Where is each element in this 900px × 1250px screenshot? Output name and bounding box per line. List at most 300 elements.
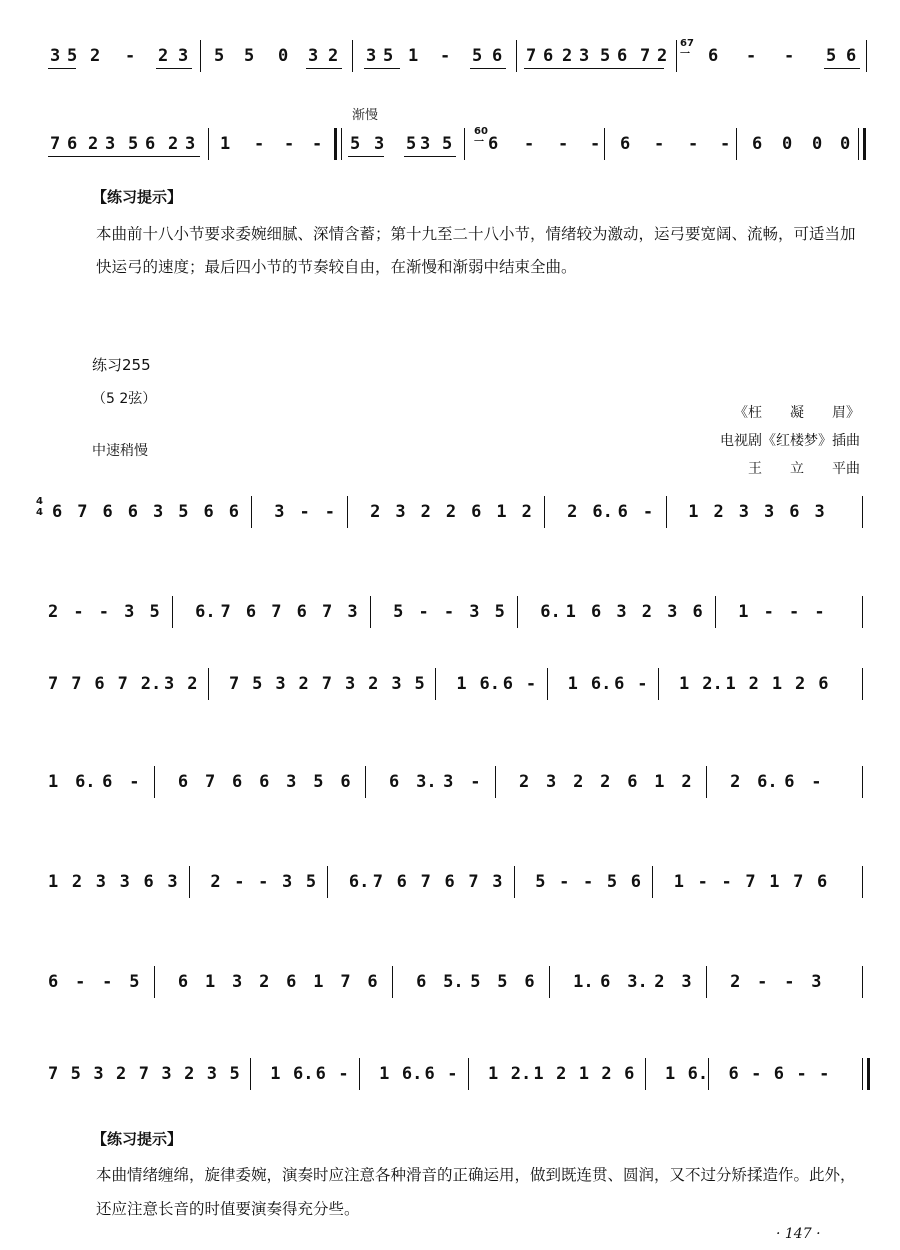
note: 6 xyxy=(286,972,297,992)
note: 1 xyxy=(533,1064,544,1084)
beam xyxy=(348,156,384,157)
note: 1 xyxy=(270,1064,281,1084)
note: 7 xyxy=(138,1064,149,1084)
note: 1 xyxy=(313,972,324,992)
note: 2 xyxy=(600,772,611,792)
note: 2 xyxy=(573,772,584,792)
note: 3 xyxy=(232,972,243,992)
fingering-mark: 60 一 xyxy=(474,126,488,148)
note: 1 xyxy=(565,602,576,622)
note: 3 xyxy=(275,674,286,694)
note: 6 xyxy=(177,972,189,992)
note: 6 xyxy=(818,674,829,694)
note: 3 xyxy=(443,772,454,792)
note: 6 xyxy=(259,772,270,792)
note: 3 xyxy=(153,502,164,522)
note: - xyxy=(73,602,84,622)
note: 6 xyxy=(340,772,351,792)
note: 6 xyxy=(617,502,628,522)
tips-heading-2: 【练习提示】 xyxy=(92,1130,183,1148)
score-row-1 xyxy=(36,478,870,538)
note: 2 xyxy=(556,1064,567,1084)
note: 6. xyxy=(757,772,778,792)
note: 2 xyxy=(681,772,692,792)
note: 6. xyxy=(75,772,96,792)
note: 7 xyxy=(793,872,804,892)
barline xyxy=(514,866,515,898)
barline xyxy=(200,40,201,72)
note: 1 xyxy=(771,674,783,694)
note: - xyxy=(811,772,822,792)
note: - xyxy=(558,134,569,154)
note: - xyxy=(284,134,295,154)
note: 3 xyxy=(161,1064,172,1084)
note: 2 xyxy=(184,1064,195,1084)
note: 7 xyxy=(745,872,756,892)
note: 2 xyxy=(370,502,381,522)
note: 6 xyxy=(67,134,78,154)
note: 2 xyxy=(730,972,741,992)
note: 1 xyxy=(654,772,665,792)
barline xyxy=(352,40,353,72)
barline xyxy=(547,668,548,700)
barline xyxy=(544,496,545,528)
note: - xyxy=(75,972,86,992)
barline xyxy=(862,866,863,898)
note: - xyxy=(720,134,731,154)
note: 6 xyxy=(627,772,638,792)
note: 2. xyxy=(140,674,162,694)
note: 3 xyxy=(178,46,189,66)
note: - xyxy=(524,134,535,154)
page-number: · 147 · xyxy=(776,1226,821,1242)
note: 6. xyxy=(590,674,612,694)
note: 3 xyxy=(667,602,678,622)
note: 6 xyxy=(203,502,214,522)
note: 1 xyxy=(578,1064,589,1084)
note: 6 xyxy=(102,772,113,792)
note: 3 xyxy=(124,602,135,622)
barline xyxy=(862,496,863,528)
note: 3 xyxy=(395,502,406,522)
beam xyxy=(404,156,456,157)
exercise-title: 练习255 xyxy=(92,356,151,374)
barline xyxy=(365,766,366,798)
beam xyxy=(524,68,664,69)
score-row-2 xyxy=(40,578,870,638)
note: 6. xyxy=(292,1064,314,1084)
note: - xyxy=(796,1064,807,1084)
note: 5 xyxy=(393,602,404,622)
barline xyxy=(862,668,863,700)
note: 1 xyxy=(48,872,59,892)
beam xyxy=(156,68,192,69)
note: 6 xyxy=(784,772,795,792)
barline xyxy=(666,496,667,528)
note: 1 xyxy=(679,674,690,694)
note: 6 xyxy=(600,972,611,992)
note: - xyxy=(258,872,269,892)
note: 7 xyxy=(77,502,88,522)
note: 3 xyxy=(374,134,385,154)
barline xyxy=(154,966,155,998)
note: 5 xyxy=(70,1064,81,1084)
note: 5 xyxy=(252,674,263,694)
note: - xyxy=(470,772,481,792)
note: 7 xyxy=(420,872,431,892)
note: 6 xyxy=(630,872,641,892)
note: 2 xyxy=(48,602,59,622)
score-row-5 xyxy=(40,848,870,908)
note: 1 xyxy=(488,1064,499,1084)
note: 6 xyxy=(48,972,59,992)
note: 6 xyxy=(817,872,828,892)
note: 3 xyxy=(814,502,825,522)
note: - xyxy=(443,602,455,622)
note: 6 xyxy=(444,872,455,892)
note: 3 xyxy=(681,972,692,992)
note: 1. xyxy=(573,972,594,992)
barline xyxy=(189,866,190,898)
note: 2 xyxy=(713,502,724,522)
note: 6 xyxy=(614,674,625,694)
note: 6 xyxy=(492,46,503,66)
note: 2 xyxy=(601,1064,612,1084)
note: 3 xyxy=(420,134,431,154)
note: 2 xyxy=(158,46,169,66)
note: 6 xyxy=(245,602,257,622)
note: - xyxy=(654,134,665,154)
barline xyxy=(208,128,209,160)
note: 7 xyxy=(204,772,216,792)
note: 1 xyxy=(408,46,419,66)
note: 7 xyxy=(321,674,332,694)
note: 2 xyxy=(420,502,431,522)
note: 3 xyxy=(164,674,175,694)
note: 1 xyxy=(48,772,59,792)
note: 6 xyxy=(488,134,499,154)
tips-heading: 【练习提示】 xyxy=(92,188,183,206)
note: 2 xyxy=(562,46,573,66)
note: 2. xyxy=(510,1064,532,1084)
note: - xyxy=(525,674,537,694)
note: 1 xyxy=(664,1064,676,1084)
note: 6 xyxy=(620,134,631,154)
top-score-row-1 xyxy=(40,22,870,82)
note: 2 xyxy=(518,772,530,792)
note: 3 xyxy=(347,602,358,622)
note: 6. xyxy=(687,1064,709,1084)
barline xyxy=(866,40,867,72)
note: 2 xyxy=(298,674,309,694)
note: 6 xyxy=(396,872,407,892)
note: 5 xyxy=(535,872,546,892)
barline xyxy=(715,596,716,628)
note: - xyxy=(751,1064,762,1084)
note: 5 xyxy=(214,46,225,66)
note: 5 xyxy=(178,502,189,522)
note: 7 xyxy=(117,674,128,694)
note: 5 xyxy=(67,46,78,66)
note: 5 xyxy=(129,972,140,992)
note: 5 xyxy=(244,46,255,66)
note: 6 xyxy=(416,972,427,992)
note: 6 xyxy=(102,502,113,522)
note: 3 xyxy=(95,872,106,892)
note: 1 xyxy=(673,872,684,892)
note: - xyxy=(819,1064,830,1084)
barline xyxy=(658,668,659,700)
note: 1 xyxy=(738,602,749,622)
note: - xyxy=(440,46,451,66)
note: 7 xyxy=(372,872,384,892)
note: 3 xyxy=(286,772,297,792)
note: - xyxy=(312,134,323,154)
note: 6 xyxy=(52,502,63,522)
note: 1 xyxy=(725,674,736,694)
note: 7 xyxy=(48,674,59,694)
note: 3 xyxy=(811,972,822,992)
barline xyxy=(468,1058,469,1090)
note: 2 xyxy=(368,674,379,694)
note: - xyxy=(697,872,708,892)
note: 3 xyxy=(391,674,402,694)
note: 6 xyxy=(367,972,378,992)
note: 3 xyxy=(282,872,293,892)
note: 3 xyxy=(93,1064,104,1084)
note: 7 xyxy=(228,674,240,694)
note: - xyxy=(98,602,109,622)
note: 6 xyxy=(617,46,628,66)
barline xyxy=(862,596,863,628)
note: 6 xyxy=(177,772,189,792)
note: 6 xyxy=(143,872,154,892)
tips-paragraph-2: 本曲情绪缠绵，旋律委婉，演奏时应注意各种滑音的正确运用，做到既连贯、圆润，又不过分矫揉造作。此外，还应注意长音的时值要演奏得充分些。 xyxy=(96,1166,856,1218)
barline xyxy=(172,596,173,628)
note: - xyxy=(102,972,113,992)
note: 5 xyxy=(313,772,324,792)
barline xyxy=(435,668,436,700)
barline xyxy=(652,866,653,898)
note: 1 xyxy=(769,872,780,892)
note: 3 xyxy=(105,134,116,154)
beam xyxy=(306,68,342,69)
note: 5 xyxy=(442,134,453,154)
barline xyxy=(708,1058,709,1090)
note: 6 xyxy=(228,502,239,522)
note: 7 xyxy=(71,674,82,694)
note: 5 xyxy=(149,602,160,622)
barline xyxy=(370,596,371,628)
final-barline xyxy=(858,128,866,160)
note: 5 xyxy=(414,674,425,694)
barline xyxy=(208,668,209,700)
note: 5. xyxy=(443,972,464,992)
note: 2 xyxy=(748,674,759,694)
note: 6. xyxy=(592,502,613,522)
note: 3 xyxy=(274,502,285,522)
barline xyxy=(154,766,155,798)
note: 6 xyxy=(773,1064,785,1084)
note: 3 xyxy=(764,502,775,522)
note: 6 xyxy=(692,602,703,622)
note: 7 xyxy=(340,972,351,992)
note: 6 xyxy=(591,602,602,622)
double-barline xyxy=(334,128,342,160)
note: 2 xyxy=(116,1064,127,1084)
note: 6 xyxy=(296,602,307,622)
note: 2 xyxy=(730,772,741,792)
note: 3 xyxy=(119,872,130,892)
barline xyxy=(250,1058,251,1090)
note: 6 xyxy=(543,46,554,66)
note: 7 xyxy=(220,602,231,622)
note: 6. xyxy=(540,602,561,622)
note: 7 xyxy=(526,46,537,66)
tuning: （5 2弦） xyxy=(92,391,157,407)
note: 6. xyxy=(401,1064,423,1084)
note: 2 xyxy=(168,134,179,154)
barline xyxy=(347,496,348,528)
tips-paragraph: 本曲前十八小节要求委婉细腻、深情含蓄；第十九至二十八小节，情绪较为激动，运弓要宽阔、流畅，可适当加快运弓的速度；最后四小节的节奏较自由，在渐慢和渐弱中结束全曲。 xyxy=(96,225,856,276)
score-row-6 xyxy=(40,948,870,1008)
note: - xyxy=(338,1064,349,1084)
note: - xyxy=(784,972,795,992)
note: 5 xyxy=(472,46,483,66)
note: 5 xyxy=(470,972,481,992)
note: 6 xyxy=(728,1064,739,1084)
note: - xyxy=(637,674,648,694)
note: 0 xyxy=(278,46,289,66)
note: - xyxy=(559,872,570,892)
note: 2 xyxy=(795,674,806,694)
note: 6 xyxy=(389,772,400,792)
note: 5 xyxy=(229,1064,240,1084)
note: - xyxy=(129,772,140,792)
note: 6 xyxy=(315,1064,326,1084)
note: 7 xyxy=(640,46,651,66)
note: - xyxy=(125,46,136,66)
note: 2 xyxy=(654,972,665,992)
note: 6. xyxy=(195,602,216,622)
note: 0 xyxy=(840,134,851,154)
barline xyxy=(392,966,393,998)
final-barline xyxy=(862,1058,870,1090)
barline xyxy=(464,128,465,160)
note: 6 xyxy=(752,134,763,154)
note: 2 xyxy=(657,46,668,66)
note: 3 xyxy=(492,872,503,892)
note: 2 xyxy=(88,134,99,154)
note: 6 xyxy=(94,674,105,694)
note: 3 xyxy=(546,772,557,792)
note: 1 xyxy=(220,134,231,154)
piece-source: 电视剧《红楼梦》插曲 xyxy=(720,433,860,449)
score-row-7 xyxy=(40,1040,870,1100)
note: 3 xyxy=(469,602,480,622)
barline xyxy=(495,766,496,798)
note: 1 xyxy=(567,674,578,694)
note: 2 xyxy=(567,502,578,522)
note: 6 xyxy=(708,46,719,66)
barline xyxy=(327,866,328,898)
note: 5 xyxy=(305,872,317,892)
note: 3. xyxy=(416,772,437,792)
note: 2 xyxy=(641,602,653,622)
note: - xyxy=(757,972,768,992)
note: 5 xyxy=(406,134,417,154)
note: 6 xyxy=(127,502,138,522)
beam xyxy=(364,68,400,69)
score-row-3 xyxy=(40,650,870,710)
note: - xyxy=(582,872,594,892)
tempo-indication: 中速稍慢 xyxy=(92,443,148,459)
note: 2 xyxy=(187,674,198,694)
note: - xyxy=(688,134,699,154)
note: 6. xyxy=(348,872,370,892)
note: 2 xyxy=(445,502,457,522)
note: 6 xyxy=(624,1064,635,1084)
note: 1 xyxy=(688,502,699,522)
note: 5 xyxy=(497,972,508,992)
note: 6 xyxy=(232,772,243,792)
note: 6. xyxy=(479,674,500,694)
beam xyxy=(48,156,200,157)
note: - xyxy=(746,46,757,66)
note: 3 xyxy=(308,46,319,66)
barline xyxy=(604,128,605,160)
note: - xyxy=(784,46,795,66)
note: - xyxy=(642,502,654,522)
top-score-row-2 xyxy=(40,110,870,170)
note: 3 xyxy=(167,872,178,892)
note: 5 xyxy=(600,46,611,66)
note: 2 xyxy=(328,46,339,66)
score-row-4 xyxy=(40,748,870,808)
note: 6 xyxy=(846,46,857,66)
note: 1 xyxy=(379,1064,390,1084)
note: - xyxy=(299,502,310,522)
note: 6 xyxy=(789,502,800,522)
note: 3 xyxy=(50,46,61,66)
note: - xyxy=(763,602,774,622)
note: 3. xyxy=(627,972,648,992)
note: - xyxy=(788,602,800,622)
barline xyxy=(516,40,517,72)
note: 3 xyxy=(738,502,750,522)
note: - xyxy=(418,602,429,622)
barline xyxy=(251,496,252,528)
note: 7 xyxy=(271,602,282,622)
note: 7 xyxy=(322,602,333,622)
note: 5 xyxy=(494,602,505,622)
barline xyxy=(359,1058,360,1090)
note: 2 xyxy=(210,872,221,892)
fingering-mark: 67 一 xyxy=(680,38,694,60)
note: 3 xyxy=(616,602,627,622)
note: - xyxy=(721,872,732,892)
note: 3 xyxy=(206,1064,218,1084)
note: - xyxy=(590,134,601,154)
barline xyxy=(862,766,863,798)
note: 2 xyxy=(90,46,101,66)
note: 6 xyxy=(502,674,513,694)
tempo-mark: 渐慢 xyxy=(352,108,379,123)
note: 1 xyxy=(204,972,216,992)
barline xyxy=(645,1058,646,1090)
beam xyxy=(824,68,860,69)
note: 5 xyxy=(826,46,837,66)
